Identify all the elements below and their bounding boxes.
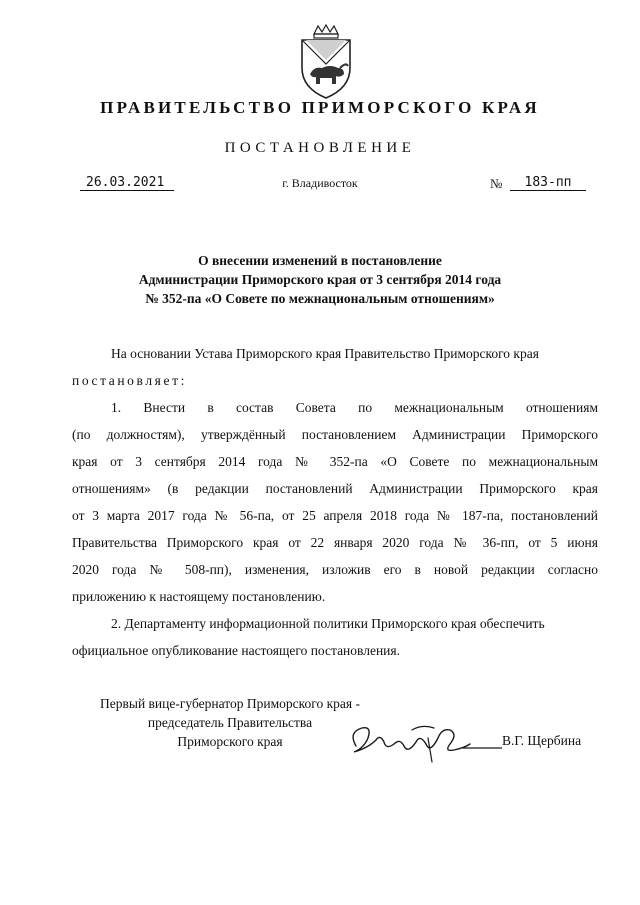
government-title: ПРАВИТЕЛЬСТВО ПРИМОРСКОГО КРАЯ [100,98,540,117]
signer-position-line: Приморского края [177,734,283,749]
document-date: 26.03.2021 [80,175,174,191]
item1-line: 2020 года № 508-пп), изменения, изложив его в новой редакции согласно [72,562,598,577]
item1-line: (по должностям), утверждённый постановлением Администрации Приморского [72,427,598,442]
number-sign: № [490,176,503,191]
item1-line: отношениям» (в редакции постановлений Администрации Приморского края [72,481,598,496]
item2-line: официальное опубликование настоящего постановления. [72,643,400,658]
number-value: 183-пп [510,175,586,191]
item1-line: приложению к настоящему постановлению. [72,589,326,604]
signer-name: В.Г. Щербина [502,733,582,748]
subject-line: № 352-па «О Совете по межнациональным отношениям» [145,291,495,306]
item1-line: 1. Внести в состав Совета по межнациональным отношениям [111,400,598,415]
document-city: г. Владивосток [282,176,358,190]
item2-line: 2. Департаменту информационной политики Приморского края обеспечить [111,616,545,631]
document-subject [90,251,550,308]
signer-position-line: Первый вице-губернатор Приморского края - [100,696,360,711]
document-number [490,175,586,195]
item1-line: от 3 марта 2017 года № 56-па, от 25 апреля 2018 года № 187-па, постановлений [72,508,598,523]
coat-of-arms-emblem [296,24,356,100]
document-type: ПОСТАНОВЛЕНИЕ [224,140,416,156]
signer-position-line: председатель Правительства [147,715,313,730]
subject-line: Администрации Приморского края от 3 сентября 2014 года [138,272,502,287]
item1-line: Правительства Приморского края от 22 января 2020 года № 36-пп, от 5 июня [72,535,598,550]
resolves-word: постановляет: [72,373,187,388]
intro-paragraph: На основании Устава Приморского края Правительство Приморского края [111,346,539,361]
item1-line: края от 3 сентября 2014 года № 352-па «О Совете по межнациональным [72,454,598,469]
handwritten-signature [342,718,502,770]
subject-line: О внесении изменений в постановление [198,253,442,268]
